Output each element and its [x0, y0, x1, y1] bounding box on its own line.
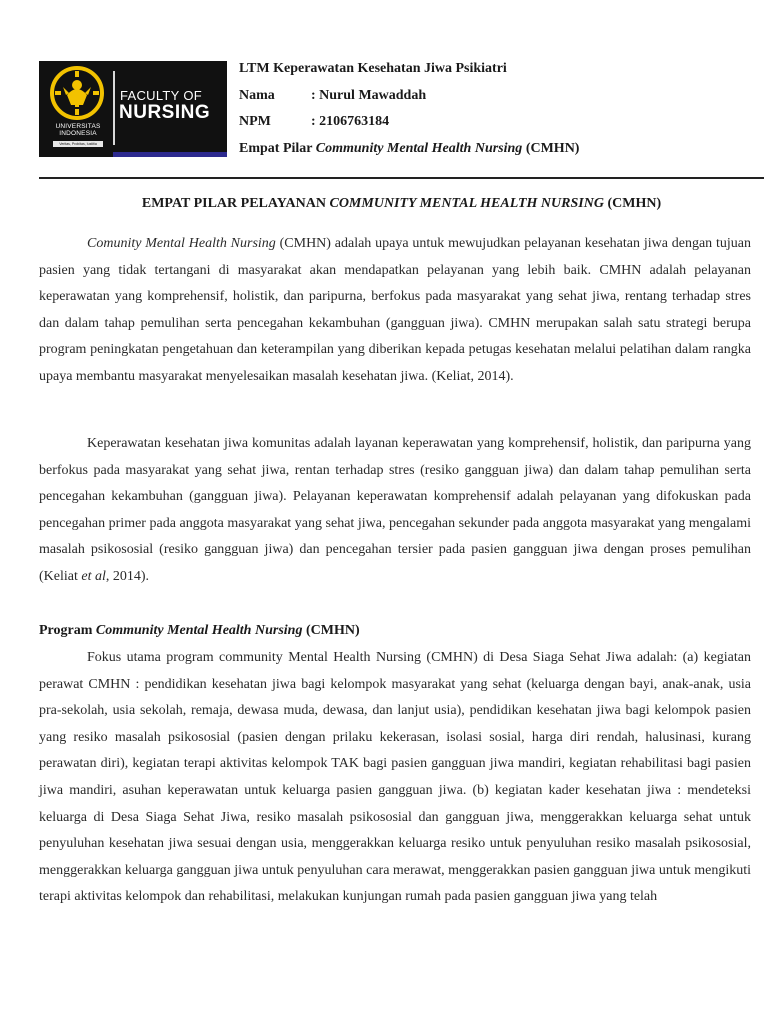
- course-title: LTM Keperawatan Kesehatan Jiwa Psikiatri: [239, 61, 507, 76]
- title-prefix: EMPAT PILAR PELAYANAN: [141, 196, 330, 211]
- section-suffix: (CMHN): [302, 623, 360, 638]
- university-crest-icon: [47, 65, 107, 123]
- logo-divider: [113, 71, 115, 145]
- paragraph-2-end: , 2014).: [105, 568, 150, 584]
- header-rule: [39, 177, 764, 179]
- paragraph-3-text: Fokus utama program community Mental Health Nursing (CMHN) di Desa Siaga Sehat Jiwa adalah: (a) kegiatan perawat CMHN : pendidikan kesehatan jiwa bagi kelompok masyarakat yang sehat (keluarga dengan bayi, anak-anak, usia pra-sekolah, usia sekolah, remaja, dewasa muda, dewasa, dan lanjut usia), pendidikan kesehatan jiwa bagi kelompok pasien yang resiko masalah psikososial (pasien dengan prilaku kekerasan, isolasi sosial, harga diri rendah, halusinasi, kurang perawatan diri), kegiatan terapi aktivitas kelompok TAK bagi pasien gangguan jiwa mandiri, kegiatan rehabilitasi bagi pasien jiwa mandiri, asuhan keperawatan untuk keluarga pasien gangguan jiwa. (b) kegiatan kader kesehatan jiwa : mendeteksi keluarga di Desa Siaga Sehat Jiwa, resiko masalah psikososial dan gangguan jiwa, menggerakkan keluarga sehat untuk penyuluhan kesehatan jiwa sesuai dengan usia, menggerakkan keluarga resiko untuk penyuluhan resiko masalah psikososial, menggerakkan keluarga gangguan jiwa untuk penyuluhan cara merawat, menggerakkan pasien gangguan jiwa untuk mengikuti terapi aktivitas kelompok dan rehabilitasi, melakukan kunjungan rumah pada pasien gangguan jiwa yang telah: [39, 650, 751, 905]
- paragraph-2-text: Keperawatan kesehatan jiwa komunitas adalah layanan keperawatan yang komprehensif, holistik, dan paripurna yang berfokus pada masyarakat yang sehat jiwa, rentan terhadap stres (resiko gangguan jiwa) dan dalam tahap pemulihan serta pencegahan kekambuhan (gangguan jiwa). Pelayanan keperawatan komprehensif adalah pelayanan yang difokuskan pada pencegahan primer pada anggota masyarakat yang sehat jiwa, pencegahan sekunder pada anggota masyarakat yang mengalami masalah psikososial (resiko gangguan jiwa) dan pencegahan tersier pada pasien gangguan jiwa dengan proses pemulihan (Keliat: [39, 436, 751, 584]
- npm-label: NPM: [239, 114, 271, 129]
- section-italic: Community Mental Health Nursing: [95, 623, 303, 638]
- faculty-name: NURSING: [119, 102, 211, 123]
- paragraph-1: [39, 231, 751, 391]
- title-italic: COMMUNITY MENTAL HEALTH NURSING: [329, 196, 604, 211]
- university-name: UNIVERSITAS INDONESIA: [55, 123, 101, 137]
- name-label: Nama: [239, 88, 275, 103]
- topic-italic: Community Mental Health Nursing: [315, 141, 523, 156]
- npm-row: [239, 114, 389, 130]
- paragraph-1-italic: Comunity Mental Health Nursing: [87, 236, 276, 251]
- topic-prefix: Empat Pilar: [239, 141, 316, 156]
- document-title: [39, 196, 764, 212]
- logo-stripe: [113, 152, 227, 157]
- title-suffix: (CMHN): [603, 196, 662, 211]
- paragraph-1-text: (CMHN) adalah upaya untuk mewujudkan pelayanan kesehatan jiwa dengan tujuan pasien yang tidak tertangani di masyarakat akan mendapatkan pelayanan yang lebih baik. CMHN adalah pelayanan keperawatan yang komprehensif, holistik, dan paripurna, berfokus pada masyarakat yang sehat jiwa, rentang terhadap stres dan dalam tahap pemulihan serta pencegahan kekambuhan (gangguan jiwa). CMHN merupakan salah satu strategi berupa program peningkatan pengetahuan dan keterampilan yang diberikan kepada petugas kesehatan melalui pelatihan dalam rangka upaya membantu masyarakat menyelesaikan masalah kesehatan jiwa. (Keliat, 2014).: [39, 236, 751, 384]
- topic-suffix: (CMHN): [522, 141, 580, 156]
- paragraph-3: [39, 645, 751, 911]
- section-heading: [39, 623, 360, 639]
- faculty-label: FACULTY OF: [120, 88, 202, 103]
- topic-row: [239, 141, 579, 157]
- university-motto: Veritas, Probitas, Iustitia: [53, 141, 103, 147]
- faculty-logo: [39, 61, 227, 157]
- name-row: [239, 88, 426, 104]
- section-prefix: Program: [39, 623, 96, 638]
- npm-value: : 2106763184: [311, 114, 390, 129]
- paragraph-2-etal: et al: [81, 568, 106, 584]
- name-value: : Nurul Mawaddah: [311, 88, 427, 103]
- paragraph-2: [39, 431, 751, 591]
